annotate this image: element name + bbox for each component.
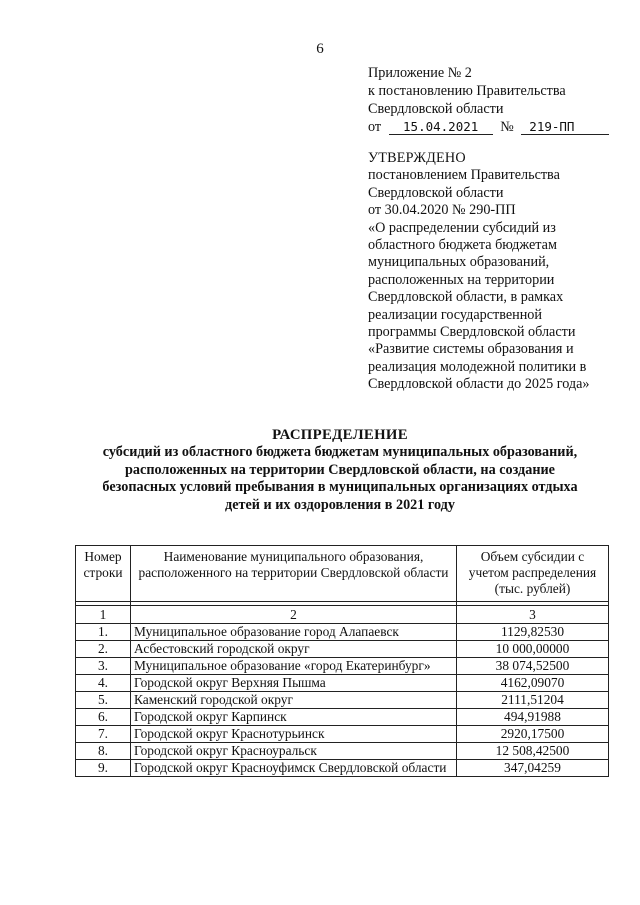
table-row — [76, 641, 609, 658]
title-line: детей и их оздоровления в 2021 году — [225, 496, 455, 513]
row-value: 347,04259 — [457, 760, 609, 777]
approved-line: «О распределении субсидий из — [368, 219, 556, 236]
row-value: 4162,09070 — [457, 675, 609, 692]
row-name: Городской округ Карпинск — [131, 709, 457, 726]
row-num: 6. — [76, 709, 131, 726]
approved-line: реализации государственной — [368, 306, 542, 323]
table-row — [76, 692, 609, 709]
row-num: 2. — [76, 641, 131, 658]
row-value: 494,91988 — [457, 709, 609, 726]
row-num: 5. — [76, 692, 131, 709]
row-name: Городской округ Краснотурьинск — [131, 726, 457, 743]
row-num: 4. — [76, 675, 131, 692]
row-num: 3. — [76, 658, 131, 675]
appendix-block — [368, 64, 630, 136]
title-main: РАСПРЕДЕЛЕНИЕ — [272, 427, 408, 443]
row-num: 8. — [76, 743, 131, 760]
number-prefix: № — [500, 119, 514, 135]
appendix-line-1: Приложение № 2 — [368, 65, 472, 81]
row-num: 9. — [76, 760, 131, 777]
row-value: 1129,82530 — [457, 624, 609, 641]
row-value: 12 508,42500 — [457, 743, 609, 760]
index-cell: 1 — [76, 606, 131, 624]
approved-line: от 30.04.2020 № 290-ПП — [368, 202, 516, 219]
table-row — [76, 760, 609, 777]
index-cell: 3 — [457, 606, 609, 624]
approved-line: реализация молодежной политики в — [368, 358, 587, 375]
title-line: расположенных на территории Свердловской области, на создание — [125, 461, 555, 478]
row-value: 2111,51204 — [457, 692, 609, 709]
table-row — [76, 658, 609, 675]
approved-block — [368, 150, 630, 394]
row-name: Городской округ Верхняя Пышма — [131, 675, 457, 692]
order-number: 219-ПП — [521, 120, 609, 135]
row-name: Асбестовский городской округ — [131, 641, 457, 658]
appendix-order-line — [368, 118, 630, 136]
table-header-row — [76, 546, 609, 602]
order-date: 15.04.2021 — [389, 120, 493, 135]
approved-line: постановлением Правительства — [368, 167, 560, 184]
table-index-row — [76, 606, 609, 624]
approved-line: «Развитие системы образования и — [368, 341, 574, 358]
row-name: Муниципальное образование «город Екатеринбург» — [131, 658, 457, 675]
index-cell: 2 — [131, 606, 457, 624]
header-value: Объем субсидии с учетом распределения (тыс. рублей) — [457, 546, 609, 602]
approved-line: Свердловской области, в рамках — [368, 289, 564, 306]
row-num: 1. — [76, 624, 131, 641]
row-name: Городской округ Красноуфимск Свердловской области — [131, 760, 457, 777]
header-name: Наименование муниципального образования, расположенного на территории Свердловской области — [131, 546, 457, 602]
approved-line: Свердловской области до 2025 года» — [368, 376, 590, 393]
row-value: 2920,17500 — [457, 726, 609, 743]
distribution-table — [75, 545, 609, 777]
approved-line: Свердловской области — [368, 184, 504, 201]
approved-line: областного бюджета бюджетам — [368, 237, 557, 254]
row-value: 38 074,52500 — [457, 658, 609, 675]
row-value: 10 000,00000 — [457, 641, 609, 658]
document-title — [60, 427, 620, 514]
approved-line: муниципальных образований, — [368, 254, 550, 271]
table-row — [76, 624, 609, 641]
appendix-line-2: к постановлению Правительства — [368, 83, 566, 99]
row-num: 7. — [76, 726, 131, 743]
table-row — [76, 743, 609, 760]
approved-line: программы Свердловской области — [368, 324, 576, 341]
appendix-line-3: Свердловской области — [368, 101, 504, 117]
row-name: Городской округ Красноуральск — [131, 743, 457, 760]
row-name: Муниципальное образование город Алапаевск — [131, 624, 457, 641]
header-num: Номер строки — [76, 546, 131, 602]
title-line: субсидий из областного бюджета бюджетам муниципальных образований, — [102, 444, 578, 461]
table-row — [76, 675, 609, 692]
table-row — [76, 709, 609, 726]
table-row — [76, 726, 609, 743]
row-name: Каменский городской округ — [131, 692, 457, 709]
date-prefix: от — [368, 119, 382, 135]
page-number: 6 — [316, 41, 324, 57]
approved-heading: УТВЕРЖДЕНО — [368, 150, 466, 166]
title-line: безопасных условий пребывания в муниципальных организациях отдыха — [102, 479, 578, 496]
approved-line: расположенных на территории — [368, 271, 555, 288]
